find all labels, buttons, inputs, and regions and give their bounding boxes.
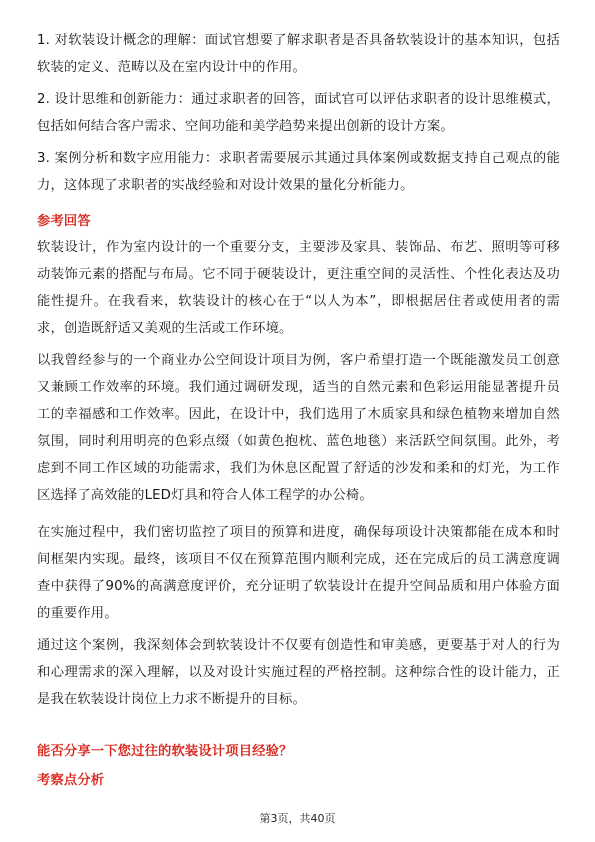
answer-paragraph-2: 以我曾经参与的一个商业办公空间设计项目为例，客户希望打造一个既能激发员工创意又兼顾工作效率的环境。我们通过调研发现，适当的自然元素和色彩运用能显著提升员工的幸福感和工作效率。因此，在设计中，我们选用了木质家具和绿色植物来增加自然氛围，同时利用明亮的色彩点缀（如黄色抱枕、蓝色地毯）来活跃空间氛围。此外，考虑到不同工作区域的功能需求，我们为休息区配置了舒适的沙发和柔和的灯光，为工作区选择了高效能的LED灯具和符合人体工程学的办公椅。: [37, 353, 560, 503]
reference-answer-heading: 参考回答: [37, 214, 91, 229]
analysis-point-2: 2. 设计思维和创新能力：通过求职者的回答，面试官可以评估求职者的设计思维模式，包括如何结合客户需求、空间功能和美学趋势来提出创新的设计方案。: [37, 92, 560, 134]
answer-paragraph-3: 在实施过程中，我们密切监控了项目的预算和进度，确保每项设计决策都能在成本和时间框架内实现。最终，该项目不仅在预算范围内顺利完成，还在完成后的员工满意度调查中获得了90%的高满意度评价，充分证明了软装设计在提升空间品质和用户体验方面的重要作用。: [37, 525, 560, 621]
analysis-point-3: 3. 案例分析和数字应用能力：求职者需要展示其通过具体案例或数据支持自己观点的能力，这体现了求职者的实战经验和对设计效果的量化分析能力。: [37, 151, 560, 193]
next-question-heading: 能否分享一下您过往的软装设计项目经验？: [37, 744, 293, 759]
answer-paragraph-1: 软装设计，作为室内设计的一个重要分支，主要涉及家具、装饰品、布艺、照明等可移动装饰元素的搭配与布局。它不同于硬装设计，更注重空间的灵活性、个性化表达及功能性提升。在我看来，软装设计的核心在于“以人为本”，即根据居住者或使用者的需求，创造既舒适又美观的生活或工作环境。: [37, 240, 560, 336]
page-number-footer: 第3页，共40页: [259, 812, 336, 825]
next-analysis-heading: 考察点分析: [37, 773, 105, 788]
answer-paragraph-4: 通过这个案例，我深刻体会到软装设计不仅要有创造性和审美感，更要基于对人的行为和心理需求的深入理解，以及对设计实施过程的严格控制。这种综合性的设计能力，正是我在软装设计岗位上力求不断提升的目标。: [37, 638, 560, 707]
analysis-point-1: 1. 对软装设计概念的理解：面试官想要了解求职者是否具备软装设计的基本知识，包括软装的定义、范畴以及在室内设计中的作用。: [37, 33, 560, 75]
